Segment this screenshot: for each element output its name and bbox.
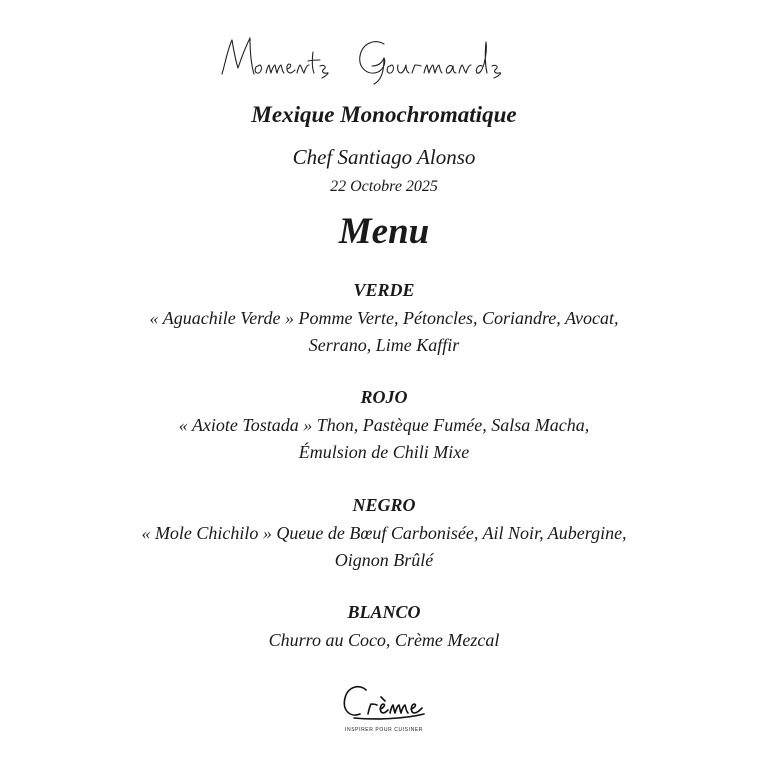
menu-heading: Menu: [338, 211, 430, 252]
course-name: BLANCO: [347, 602, 421, 622]
course-description-line: Oignon Brûlé: [334, 550, 434, 570]
event-date: 22 Octobre 2025: [330, 178, 438, 195]
course-description: [0, 520, 768, 574]
course-description-line: Émulsion de Chili Mixe: [298, 442, 470, 462]
course-verde: [0, 279, 768, 359]
course-description-line: Churro au Coco, Crème Mezcal: [268, 630, 500, 650]
course-name: ROJO: [360, 387, 408, 407]
course-description: [0, 305, 768, 359]
course-description-line: « Aguachile Verde » Pomme Verte, Pétoncles, Coriandre, Avocat,: [149, 308, 619, 328]
moments-gourmands-script-logo: [0, 30, 768, 86]
course-name: NEGRO: [352, 495, 416, 515]
course-description-line: « Mole Chichilo » Queue de Bœuf Carbonisée, Ail Noir, Aubergine,: [141, 523, 627, 543]
course-negro: [0, 494, 768, 574]
creme-logo-text: Crème: [334, 678, 338, 679]
event-title: Mexique Monochromatique: [251, 102, 517, 127]
creme-logo-artwork: [334, 678, 434, 726]
course-description: [0, 412, 768, 466]
creme-logo: [334, 678, 434, 738]
chef-name: Chef Santiago Alonso: [292, 145, 476, 169]
course-description-line: « Axiote Tostada » Thon, Pastèque Fumée, Salsa Macha,: [178, 415, 590, 435]
course-blanco: [0, 601, 768, 654]
logo-tagline: INSPIRER POUR CUISINER: [345, 727, 423, 733]
script-logo-artwork: [214, 30, 554, 86]
course-name: VERDE: [353, 280, 415, 300]
script-logo-text: Moments Gourmands: [214, 30, 225, 31]
course-description: [0, 627, 768, 654]
course-rojo: [0, 386, 768, 466]
course-description-line: Serrano, Lime Kaffir: [308, 335, 460, 355]
